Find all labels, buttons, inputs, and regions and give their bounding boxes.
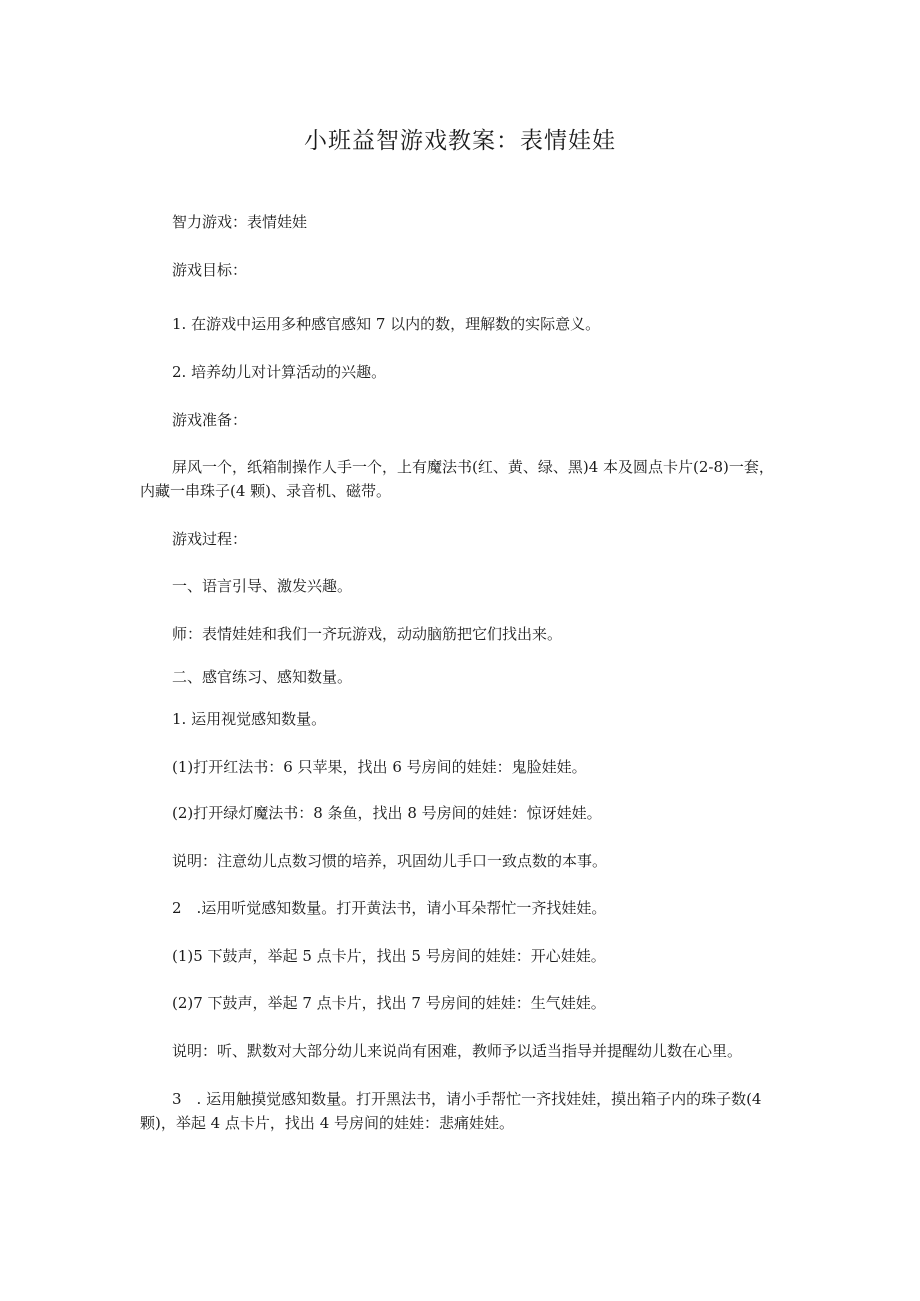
heading-preparation: 游戏准备： (172, 411, 248, 429)
subsection-touch: 3 . 运用触摸觉感知数量。打开黑法书，请小手帮忙一齐找娃娃，摸出箱子内的珠子数(4 颗)，举起 4 点卡片，找出 4 号房间的娃娃：悲痛娃娃。 (140, 1090, 762, 1132)
paragraph-teacher-line: 师：表情娃娃和我们一齐玩游戏，动动脑筋把它们找出来。 (172, 625, 563, 643)
goal-item-1: 1. 在游戏中运用多种感官感知 7 以内的数，理解数的实际意义。 (172, 315, 601, 333)
step-green-book: (2)打开绿灯魔法书：8 条鱼，找出 8 号房间的娃娃：惊讶娃娃。 (172, 804, 602, 822)
paragraph-game-name: 智力游戏：表情娃娃 (172, 213, 308, 231)
heading-goals: 游戏目标： (172, 261, 248, 279)
goal-item-2: 2. 培养幼儿对计算活动的兴趣。 (172, 363, 387, 381)
step-7-drums: (2)7 下鼓声，举起 7 点卡片，找出 7 号房间的娃娃：生气娃娃。 (172, 994, 606, 1012)
subsection-visual: 1. 运用视觉感知数量。 (172, 710, 327, 728)
note-visual: 说明：注意幼儿点数习惯的培养，巩固幼儿手口一致点数的本事。 (172, 852, 608, 870)
heading-process: 游戏过程： (172, 530, 248, 548)
step-red-book: (1)打开红法书：6 只苹果，找出 6 号房间的娃娃：鬼脸娃娃。 (172, 758, 587, 776)
section-2-heading: 二、感官练习、感知数量。 (172, 668, 353, 686)
subsection-auditory: 2 .运用听觉感知数量。打开黄法书，请小耳朵帮忙一齐找娃娃。 (172, 899, 607, 917)
note-auditory: 说明：听、默数对大部分幼儿来说尚有困难，教师予以适当指导并提醒幼儿数在心里。 (172, 1042, 743, 1060)
paragraph-preparation: 屏风一个，纸箱制操作人手一个，上有魔法书(红、黄、绿、黑)4 本及圆点卡片(2-8)一套，内藏一串珠子(4 颗)、录音机、磁带。 (140, 458, 774, 500)
section-1-heading: 一、语言引导、激发兴趣。 (172, 577, 353, 595)
page-title: 小班益智游戏教案：表情娃娃 (304, 128, 616, 154)
step-5-drums: (1)5 下鼓声，举起 5 点卡片，找出 5 号房间的娃娃：开心娃娃。 (172, 947, 606, 965)
